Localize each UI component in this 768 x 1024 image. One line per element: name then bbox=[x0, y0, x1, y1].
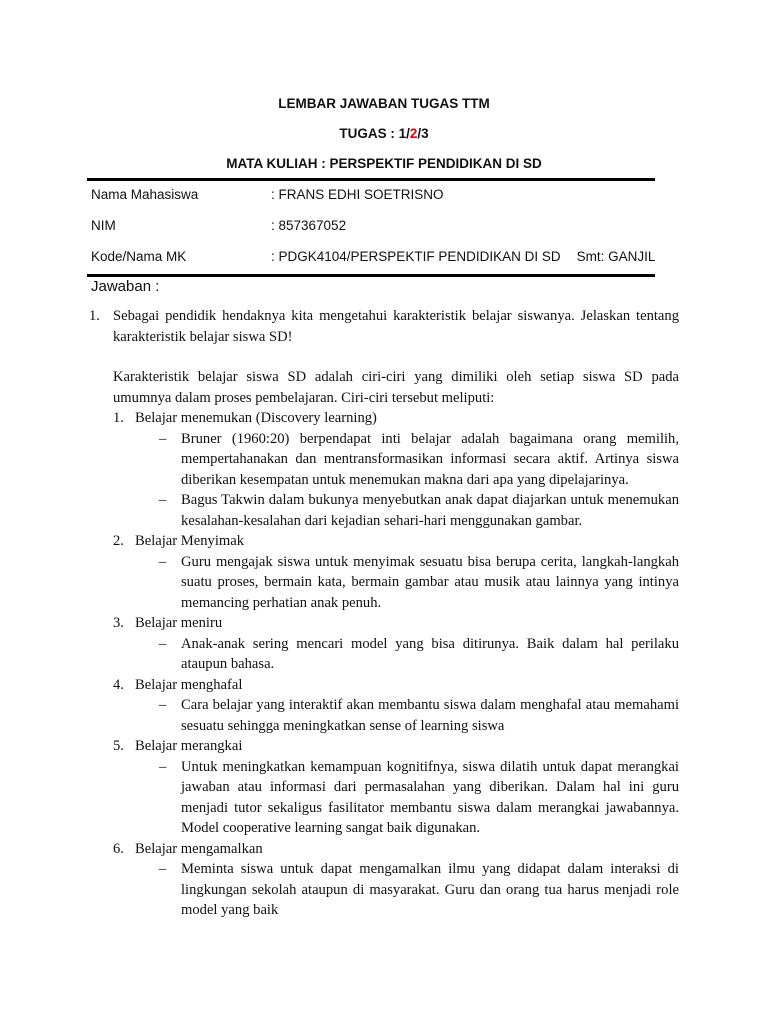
sub-point bbox=[159, 429, 679, 491]
list-item-title: Belajar meniru bbox=[135, 615, 223, 631]
sub-point bbox=[159, 695, 679, 736]
list-item bbox=[113, 531, 679, 552]
list-item bbox=[113, 408, 679, 429]
info-semester: Smt: GANJIL bbox=[576, 249, 656, 264]
sub-point-text: Cara belajar yang interaktif akan membantu siswa dalam menghafal atau memahami sesuatu sehingga meningkatkan sense of learning siswa bbox=[181, 697, 679, 734]
characteristics-list bbox=[89, 408, 679, 921]
bottom-rule bbox=[87, 274, 655, 277]
info-label: NIM bbox=[91, 218, 116, 233]
list-item bbox=[113, 839, 679, 860]
list-item-number: 5. bbox=[113, 738, 124, 754]
list-item-number: 2. bbox=[113, 533, 124, 549]
list-item-number: 4. bbox=[113, 676, 124, 693]
top-rule bbox=[87, 178, 655, 181]
list-item-number: 3. bbox=[113, 615, 124, 631]
question-text: Sebagai pendidik hendaknya kita mengetahui karakteristik belajar siswanya. Jelaskan tentang karakteristik belajar siswa SD! bbox=[113, 308, 679, 345]
list-item-number: 6. bbox=[113, 840, 124, 857]
dash-bullet: – bbox=[159, 430, 167, 447]
list-item bbox=[113, 675, 679, 696]
list-item-number: 1. bbox=[113, 410, 124, 426]
info-value: : FRANS EDHI SOETRISNO bbox=[271, 187, 444, 202]
sub-point bbox=[159, 757, 679, 839]
sub-point bbox=[159, 859, 679, 921]
list-item bbox=[113, 736, 679, 757]
info-value: : 857367052 bbox=[271, 218, 347, 233]
assignment-suffix: /3 bbox=[417, 126, 429, 141]
sub-point-text: Meminta siswa untuk dapat mengamalkan ilmu yang didapat dalam interaksi di lingkungan sekolah ataupun di masyarakat. Guru dan orang tua harus menjadi role model yang baik bbox=[181, 861, 679, 918]
info-label: Nama Mahasiswa bbox=[91, 187, 199, 202]
sub-point-text: Anak-anak sering mencari model yang bisa ditirunya. Baik dalam hal perilaku ataupun bahasa. bbox=[181, 635, 679, 672]
answer-body bbox=[89, 306, 679, 921]
info-course-code: : PDGK4104/PERSPEKTIF PENDIDIKAN DI SD bbox=[271, 249, 561, 264]
document-title: LEMBAR JAWABAN TUGAS TTM bbox=[278, 96, 490, 111]
answer-label: Jawaban : bbox=[91, 278, 160, 295]
assignment-prefix: TUGAS : 1/ bbox=[339, 126, 410, 141]
course-title: MATA KULIAH : PERSPEKTIF PENDIDIKAN DI SD bbox=[226, 156, 542, 171]
question bbox=[89, 306, 679, 347]
answer-intro: Karakteristik belajar siswa SD adalah ciri-ciri yang dimiliki oleh setiap siswa SD pada umumnya dalam proses pembelajaran. Ciri-ciri tersebut meliputi: bbox=[113, 369, 679, 406]
sub-point-text: Bruner (1960:20) berpendapat inti belajar adalah bagaimana orang memilih, mempertahanakan dan mentransformasikan informasi secara aktif. Artinya siswa diberikan kesempatan untuk menemukan makna dari apa yang dipelajarinya. bbox=[181, 430, 679, 488]
list-item-title: Belajar merangkai bbox=[135, 738, 243, 754]
sub-point bbox=[159, 634, 679, 675]
sub-point-text: Untuk meningkatkan kemampuan kognitifnya, siswa dilatih untuk dapat merangkai jawaban atau informasi dari permasalahan yang diberikan. Dalam hal ini guru menjadi tutor sekaligus fasilitator membantu siswa dalam merangkai jawabannya. Model cooperative learning sangat baik digunakan. bbox=[181, 758, 679, 836]
dash-bullet: – bbox=[159, 697, 167, 713]
info-value bbox=[271, 249, 655, 264]
list-item bbox=[113, 613, 679, 634]
list-item-title: Belajar mengamalkan bbox=[135, 840, 263, 857]
sub-point-text: Bagus Takwin dalam bukunya menyebutkan anak dapat diajarkan untuk menemukan kesalahan-kesalahan dari kejadian sehari-hari menggunakan gambar. bbox=[181, 492, 679, 529]
dash-bullet: – bbox=[159, 553, 167, 570]
dash-bullet: – bbox=[159, 861, 167, 877]
sub-point bbox=[159, 552, 679, 614]
assignment-number bbox=[0, 126, 768, 141]
dash-bullet: – bbox=[159, 492, 167, 508]
assignment-highlight: 2 bbox=[409, 126, 418, 141]
sub-point-text: Guru mengajak siswa untuk menyimak sesuatu bisa berupa cerita, langkah-langkah suatu proses, bermain kata, bermain gambar atau musik atau lainnya yang intinya memancing perhatian anak penuh. bbox=[181, 553, 679, 611]
list-item-title: Belajar menghafal bbox=[135, 676, 243, 693]
question-number: 1. bbox=[89, 308, 100, 324]
list-item-title: Belajar menemukan (Discovery learning) bbox=[135, 410, 377, 426]
dash-bullet: – bbox=[159, 758, 167, 775]
list-item-title: Belajar Menyimak bbox=[135, 533, 245, 549]
dash-bullet: – bbox=[159, 635, 167, 652]
sub-point bbox=[159, 490, 679, 531]
info-label: Kode/Nama MK bbox=[91, 249, 187, 264]
